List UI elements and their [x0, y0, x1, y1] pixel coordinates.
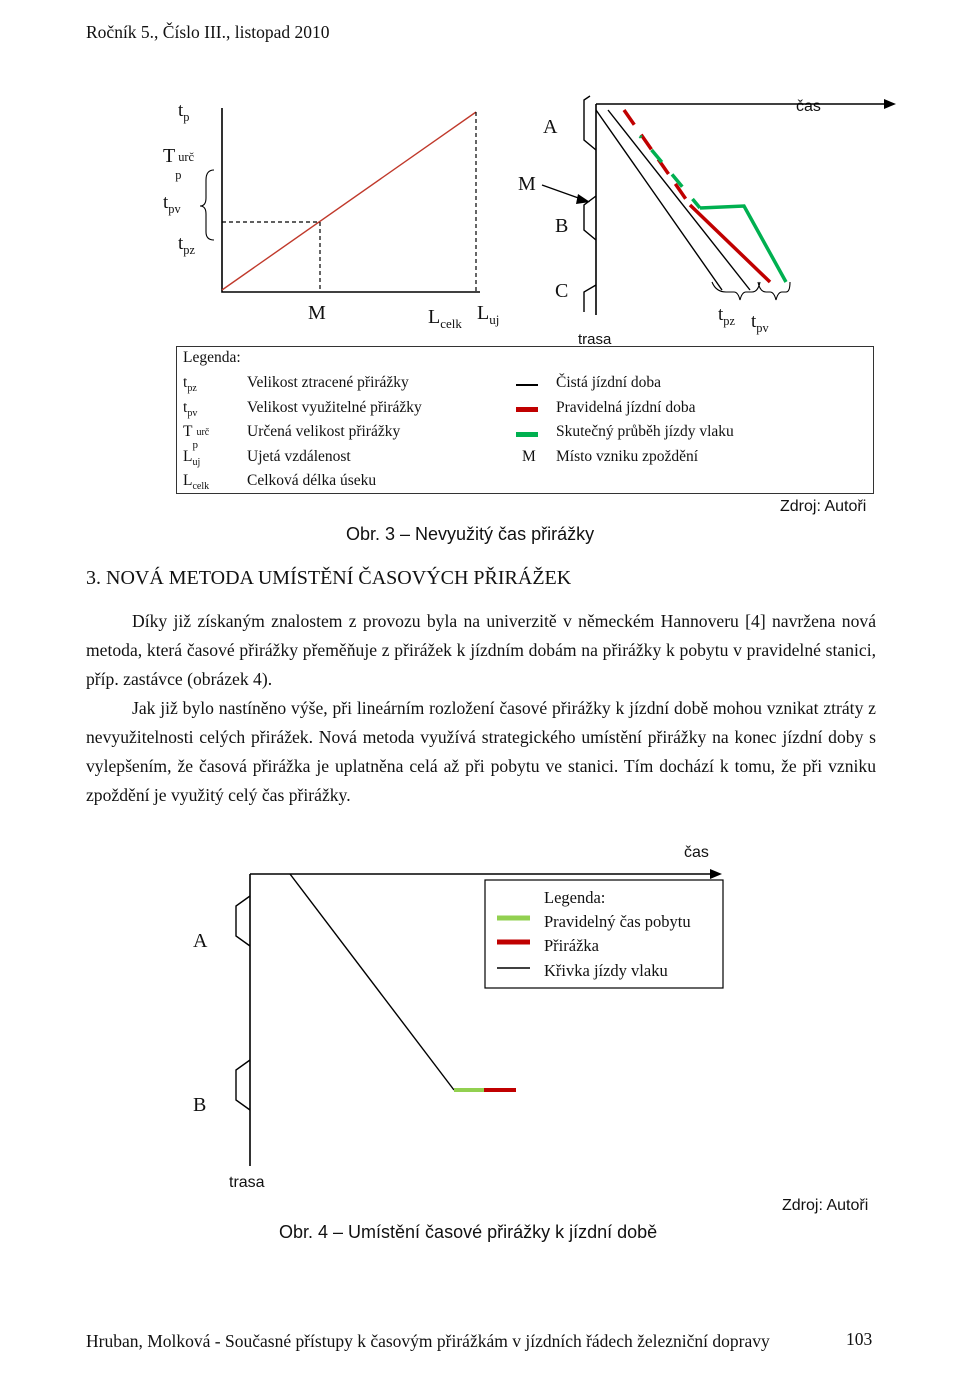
legend-description: Velikost ztracené přirážky	[247, 374, 409, 391]
station-B: B	[555, 215, 569, 237]
label-tpv: $t_{pv}$	[163, 192, 181, 216]
station-M: M	[518, 173, 536, 195]
fig4-legend-title: Legenda:	[544, 888, 606, 907]
legend-description: Pravidelná jízdní doba	[556, 398, 696, 416]
legend-description: Velikost využitelné přirážky	[247, 398, 422, 416]
label-tpz-bottom: $t_{pz}$	[718, 304, 735, 328]
legend-title: Legenda:	[183, 349, 241, 366]
supplement-line	[222, 112, 476, 290]
figure-4-caption: Obr. 4 – Umístění časové přirážky k jízdní době	[279, 1222, 658, 1242]
label-tpz: $t_{pz}$	[178, 233, 195, 257]
legend-symbol: T urč p	[183, 423, 210, 451]
time-axis-arrow	[884, 99, 896, 109]
legend-symbol: $t_{pv}$	[183, 398, 198, 419]
figure-3-legend	[176, 346, 874, 494]
running-title: Ročník 5., Číslo III., listopad 2010	[86, 22, 330, 42]
legend-swatch	[516, 384, 538, 386]
label-Luj: $L_{uj}$	[477, 302, 500, 327]
legend-symbol-M: M	[522, 447, 536, 465]
figure-4-source: Zdroj: Autoři	[782, 1197, 869, 1214]
fig4-station-B-mark	[236, 1060, 250, 1110]
station-B-mark	[584, 196, 596, 240]
fig4-time-axis-arrow	[710, 869, 722, 879]
legend-swatch	[516, 432, 538, 437]
path-regular-base	[608, 110, 750, 290]
brace-tpv	[758, 282, 790, 300]
fig4-axis-time-label: čas	[684, 844, 709, 861]
brace-tpz	[712, 282, 760, 300]
fig4-train-path	[290, 874, 454, 1090]
legend-symbol: $L_{celk}$	[183, 472, 210, 493]
legend-swatch	[516, 407, 538, 412]
station-C: C	[555, 280, 569, 302]
legend-description: Určená velikost přirážky	[247, 423, 401, 440]
legend-description: Čistá jízdní doba	[556, 374, 662, 391]
path-clean	[596, 110, 722, 290]
figure-3-caption: Obr. 3 – Nevyužitý čas přirážky	[346, 524, 595, 544]
body-text	[86, 607, 876, 810]
path-regular-red-end	[690, 205, 770, 282]
brace-Tp	[200, 170, 214, 240]
legend-description: Celková délka úseku	[247, 472, 377, 489]
legend-description: Skutečný průběh jízdy vlaku	[556, 423, 734, 440]
section-heading: 3. NOVÁ METODA UMÍSTĚNÍ ČASOVÝCH PŘIRÁŽEK	[86, 567, 572, 589]
fig4-axis-route-label: trasa	[229, 1174, 265, 1191]
axis-route-label: trasa	[578, 331, 612, 348]
figure-3-source: Zdroj: Autoři	[780, 498, 867, 515]
paragraph-1: Díky již získaným znalostem z provozu byla na univerzitě v německém Hannoveru [4] navržena nová metoda, která časové přirážky přeměňuje z přirážek k jízdním dobám na přirážky k pobytu v pravidelné stanici, příp. zastávce (obrázek 4).	[86, 611, 876, 689]
station-A-mark	[584, 96, 596, 150]
fig4-station-A: A	[193, 930, 208, 952]
station-C-mark	[584, 285, 596, 312]
label-tpv-bottom: $t_{pv}$	[751, 311, 769, 335]
page-number: 103	[846, 1329, 873, 1349]
fig4-station-A-mark	[236, 896, 250, 946]
legend-symbol: $t_{pz}$	[183, 374, 197, 395]
station-A: A	[543, 116, 558, 138]
fig4-legend-item-2: Přirážka	[544, 936, 599, 955]
axis-time-label: čas	[796, 98, 821, 115]
label-M: M	[308, 302, 326, 324]
fig4-legend-item-1: Pravidelný čas pobytu	[544, 912, 691, 931]
label-Lcelk: $L_{celk}$	[428, 306, 462, 331]
figure-3-diagram	[0, 0, 960, 350]
footer-citation: Hruban, Molková - Současné přístupy k časovým přirážkám v jízdních řádech železniční dopravy	[86, 1331, 770, 1351]
label-Tp-urc: T urč p	[163, 145, 194, 182]
label-tp: $t_p$	[178, 100, 190, 124]
paragraph-2: Jak již bylo nastíněno výše, při lineárním rozložení časové přirážky k jízdní době mohou vznikat ztráty z nevyužitelnosti celých přirážek. Nová metoda využívá strategického umístění přirážky na konec jízdní doby s vylepšením, že časová přirážka je uplatněna celá až při pobytu ve stanici. Tím dochází k tomu, že při vzniku zpoždění je využitý celý čas přirážky.	[86, 698, 876, 805]
fig4-legend-item-3: Křivka jízdy vlaku	[544, 961, 668, 980]
legend-description: Ujetá vzdálenost	[247, 447, 351, 465]
legend-symbol: $L_{uj}$	[183, 447, 201, 468]
legend-description: Místo vzniku zpoždění	[556, 447, 699, 465]
fig4-station-B: B	[193, 1094, 207, 1116]
